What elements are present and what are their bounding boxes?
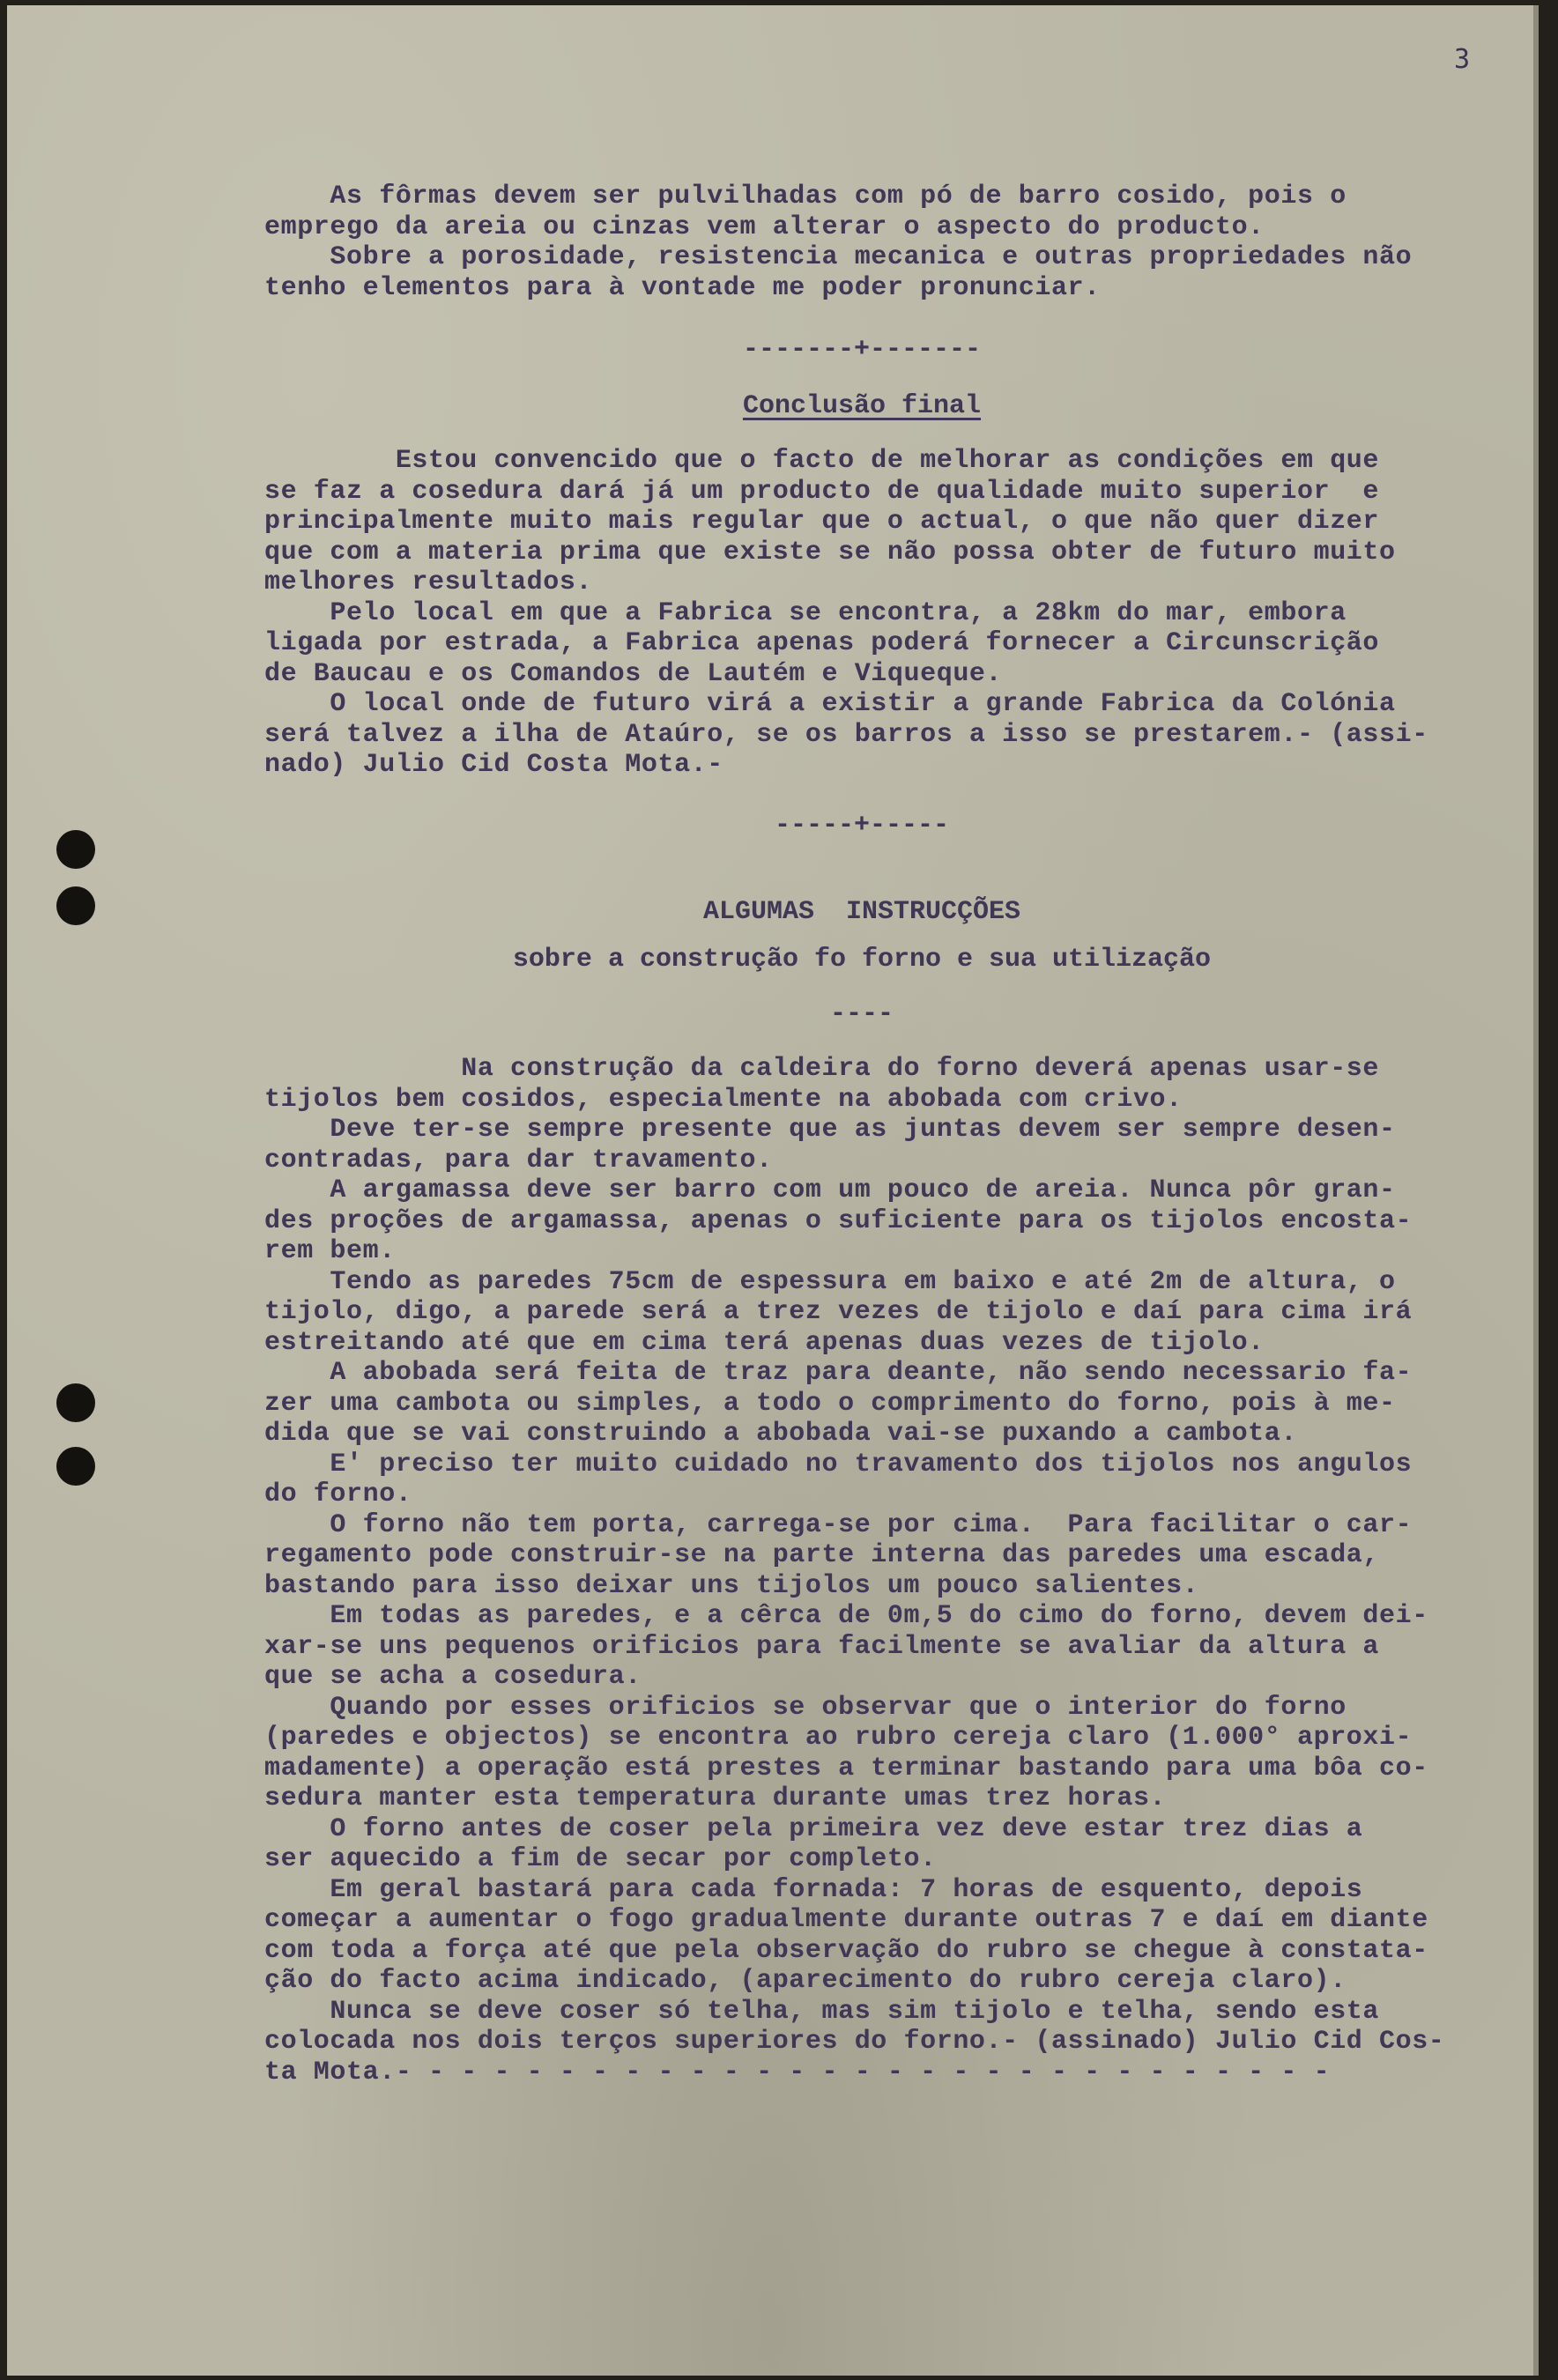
separator: -------+------- [742,335,982,365]
instructions-paragraphs [264,1054,1533,2087]
text-line: Sobre a porosidade, resistencia mecanica e outras propriedades não [264,242,1413,272]
text-line: ligada por estrada, a Fabrica apenas poderá fornecer a Circunscrição [264,628,1379,658]
text-line: com toda a força até que pela observação do rubro se chegue à constata- [264,1935,1428,1966]
text-line: ser aquecido a fim de secar por completo. [264,1844,937,1874]
text-line: Na construção da caldeira do forno deverá apenas usar-se [264,1054,1379,1084]
text-line: Em todas as paredes, e a cêrca de 0m,5 do cimo do forno, devem dei- [264,1601,1428,1631]
text-line: será talvez a ilha de Ataúro, se os barros a isso se prestarem.- (assi- [264,719,1428,750]
text-line: ção do facto acima indicado, (aparecimento do rubro cereja claro). [264,1966,1347,1996]
text-line: Em geral bastará para cada fornada: 7 horas de esquento, depois [264,1874,1363,1905]
text-line: que se acha a cosedura. [264,1662,642,1692]
text-line: E' preciso ter muito cuidado no travamento dos tijolos nos angulos [264,1449,1413,1479]
text-line: nado) Julio Cid Costa Mota.- [264,750,723,780]
text-line: estreitando até que em cima terá apenas duas vezes de tijolo. [264,1327,1265,1358]
punch-hole [56,1447,95,1486]
text-line: O forno não tem porta, carrega-se por cima. Para facilitar o car- [264,1509,1413,1540]
intro-paragraph [264,182,1533,303]
text-line: O forno antes de coser pela primeira vez deve estar trez dias a [264,1813,1363,1844]
text-line: do forno. [264,1479,412,1509]
text-line: madamente) a operação está prestes a terminar bastando para uma bôa co- [264,1753,1428,1783]
text-line: A abobada será feita de traz para deante, não sendo necessario fa- [264,1358,1413,1388]
instructions-subheading: sobre a construção fo forno e sua utilização [512,945,1212,975]
text-line: Tendo as paredes 75cm de espessura em baixo e até 2m de altura, o [264,1266,1396,1297]
text-line: As fôrmas devem ser pulvilhadas com pó de barro cosido, pois o [264,182,1347,211]
text-line: contradas, para dar travamento. [264,1145,773,1175]
page-number: 3 [1454,44,1471,75]
text-line: regamento pode construir-se na parte interna das paredes uma escada, [264,1540,1379,1570]
document-page [7,5,1539,2376]
text-line: O local onde de futuro virá a existir a grande Fabrica da Colónia [264,689,1396,719]
text-line: Nunca se deve coser só telha, mas sim tijolo e telha, sendo esta [264,1996,1379,2027]
text-line: bastando para isso deixar uns tijolos um pouco salientes. [264,1570,1199,1601]
text-line: (paredes e objectos) se encontra ao rubro cereja claro (1.000° aproxi- [264,1723,1413,1753]
text-line: emprego da areia ou cinzas vem alterar o aspecto do producto. [264,211,1265,242]
text-line: des proções de argamassa, apenas o suficiente para os tijolos encosta- [264,1205,1413,1236]
text-line: que com a materia prima que existe se não possa obter de futuro muito [264,537,1396,567]
punch-hole [56,886,95,925]
text-line: dida que se vai construindo a abobada vai-se puxando a cambota. [264,1419,1297,1449]
separator: -----+----- [774,811,950,841]
text-line: sedura manter esta temperatura durante umas trez horas. [264,1783,1167,1813]
text-line: A argamassa deve ser barro com um pouco de areia. Nunca pôr gran- [264,1175,1396,1205]
text-line: Deve ter-se sempre presente que as juntas devem ser sempre desen- [264,1115,1396,1145]
instructions-heading: ALGUMAS INSTRUCÇÕES [702,897,1021,927]
text-line: tijolos bem cosidos, especialmente na abobada com crivo. [264,1084,1183,1115]
text-line: rem bem. [264,1236,396,1266]
punch-hole [56,1383,95,1422]
text-line: Pelo local em que a Fabrica se encontra, a 28km do mar, embora [264,597,1347,628]
text-line: ta Mota.- - - - - - - - - - - - - - - - - - - - - - - - - - - - - [264,2057,1331,2087]
text-line: de Baucau e os Comandos de Lautém e Viqueque. [264,658,1003,689]
text-line: tijolo, digo, a parede será a trez vezes de tijolo e daí para cima irá [264,1297,1413,1327]
text-line: Estou convencido que o facto de melhorar as condições em que [264,446,1379,476]
text-line: se faz a cosedura dará já um producto de qualidade muito superior e [264,476,1379,507]
text-line: começar a aumentar o fogo gradualmente durante outras 7 e daí em diante [264,1905,1428,1935]
text-line: tenho elementos para à vontade me poder pronunciar. [264,272,1101,303]
text-line: colocada nos dois terços superiores do forno.- (assinado) Julio Cid Cos- [264,2027,1445,2057]
conclusion-paragraphs [264,446,1533,781]
separator: ---- [829,999,894,1029]
text-line: zer uma cambota ou simples, a todo o comprimento do forno, pois à me- [264,1388,1396,1419]
text-line: principalmente muito mais regular que o actual, o que não quer dizer [264,507,1379,537]
punch-hole [56,830,95,869]
text-line: Quando por esses orificios se observar que o interior do forno [264,1692,1347,1723]
text-line: xar-se uns pequenos orificios para facilmente se avaliar da altura a [264,1631,1379,1662]
text-line: melhores resultados. [264,567,593,597]
conclusion-heading: Conclusão final [742,391,982,421]
